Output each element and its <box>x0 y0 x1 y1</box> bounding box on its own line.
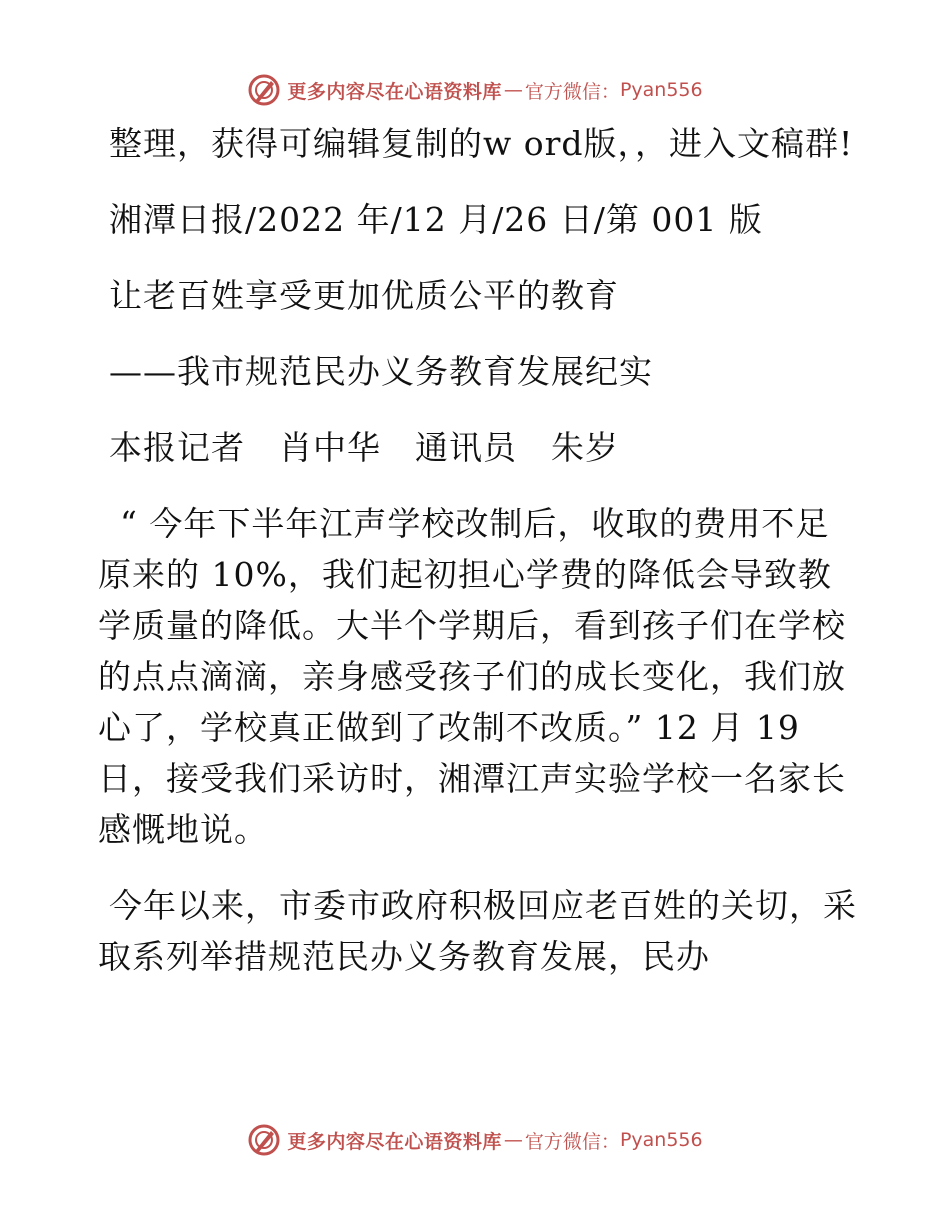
header-banner <box>0 68 950 112</box>
banner-wechat-id: Pyan556 <box>619 79 703 101</box>
paragraph-body: 今年以来，市委市政府积极回应老百姓的关切，采取系列举措规范民办义务教育发展，民办 <box>98 886 857 976</box>
paragraph-source: 湘潭日报/2022 年/12 月/26 日/第 001 版 <box>109 200 763 239</box>
banner-dash: — <box>503 79 523 101</box>
banner-text: 更多内容尽在心语资料库 <box>287 80 502 103</box>
footer-banner <box>0 1118 950 1162</box>
pen-logo-icon <box>247 1123 281 1157</box>
banner-wechat-label: 官方微信： <box>524 1130 620 1153</box>
article-title: 让老百姓享受更加优质公平的教育 <box>109 276 619 315</box>
paragraph-intro: 整理，获得可编辑复制的w ord版，，进入文稿群! <box>109 124 854 163</box>
banner-wechat-label: 官方微信： <box>524 80 620 103</box>
article-byline: 本报记者 肖中华 通讯员 朱岁 <box>109 428 619 467</box>
article-subtitle: ——我市规范民办义务教育发展纪实 <box>109 352 653 391</box>
paragraph-quote: “ 今年下半年江声学校改制后，收取的费用不足原来的 10%，我们起初担心学费的降低会导致教学质量的降低。大半个学期后，看到孩子们在学校的点点滴滴，亲身感受孩子们的成长变化，我们放心了，学校真正做到了改制不改质。” 12 月 19 日，接受我们采访时，湘潭江声实验学校一名家长感慨地说。 <box>98 504 846 849</box>
banner-text: 更多内容尽在心语资料库 <box>287 1130 502 1153</box>
banner-dash: — <box>503 1129 523 1151</box>
document-body <box>98 118 858 1007</box>
pen-logo-icon <box>247 73 281 107</box>
banner-wechat-id: Pyan556 <box>619 1129 703 1151</box>
